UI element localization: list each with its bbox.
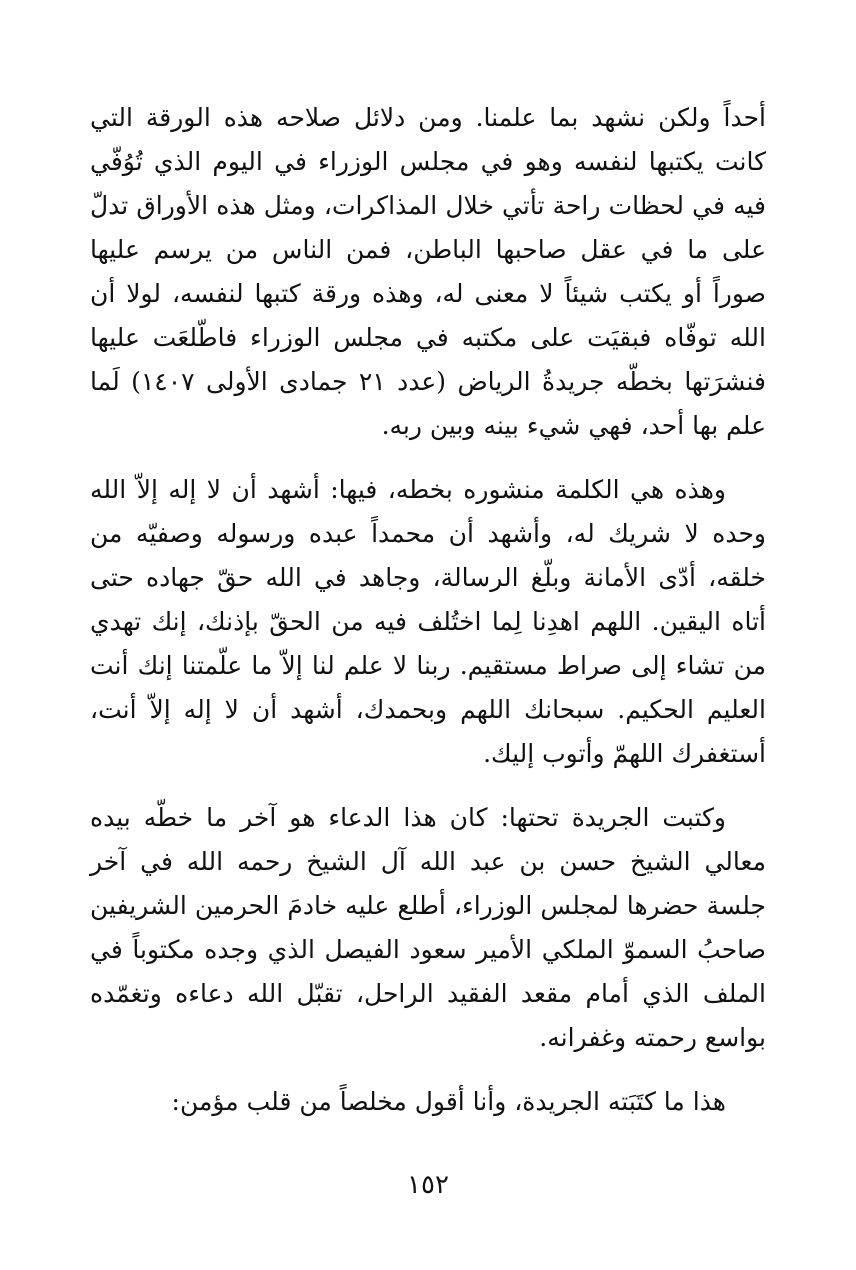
paragraph-2: وهذه هي الكلمة منشوره بخطه، فيها: أشهد أن لا إله إلاّ الله وحده لا شريك له، وأشهد أن محمداً عبده ورسوله وصفيّه من خلقه، أدّى الأمانة وبلّغ الرسالة، وجاهد في الله حقّ جهاده حتى أتاه اليقين. اللهم اهدِنا لِما اختُلف فيه من الحقّ بإذنك، إنك تهدي من تشاء إلى صراط مستقيم. ربنا لا علم لنا إلاّ ما علّمتنا إنك أنت العليم الحكيم. سبحانك اللهم وبحمدك، أشهد أن لا إله إلاّ أنت، أستغفرك اللهمّ وأتوب إليك. [90, 475, 766, 768]
page-number: ١٥٢ [407, 1170, 449, 1200]
body-text [90, 96, 766, 1144]
paragraph-3: وكتبت الجريدة تحتها: كان هذا الدعاء هو آخر ما خطّه بيده معالي الشيخ حسن بن عبد الله آل الشيخ رحمه الله في آخر جلسة حضرها لمجلس الوزراء، أطلع عليه خادمَ الحرمين الشريفين صاحبُ السموّ الملكي الأمير سعود الفيصل الذي وجده مكتوباً في الملف الذي أمام مقعد الفقيد الراحل، تقبّل الله دعاءه وتغمّده بواسع رحمته وغفرانه. [90, 803, 766, 1052]
paragraph-4: هذا ما كتَبَته الجريدة، وأنا أقول مخلصاً من قلب مؤمن: [171, 1087, 726, 1116]
paragraph-1: أحداً ولكن نشهد بما علمنا. ومن دلائل صلاحه هذه الورقة التي كانت يكتبها لنفسه وهو في مجلس الوزراء في اليوم الذي تُوُفّي فيه في لحظات راحة تأتي خلال المذاكرات، ومثل هذه الأوراق تدلّ على ما في عقل صاحبها الباطن، فمن الناس من يرسم عليها صوراً أو يكتب شيئاً لا معنى له، وهذه ورقة كتبها لنفسه، لولا أن الله توفّاه فبقيَت على مكتبه في مجلس الوزراء فاطّلعَت عليها فنشرَتها بخطّه جريدةُ الرياض (عدد ٢١ جمادى الأولى ١٤٠٧) لَما علم بها أحد، فهي شيء بينه وبين ربه. [90, 103, 767, 440]
